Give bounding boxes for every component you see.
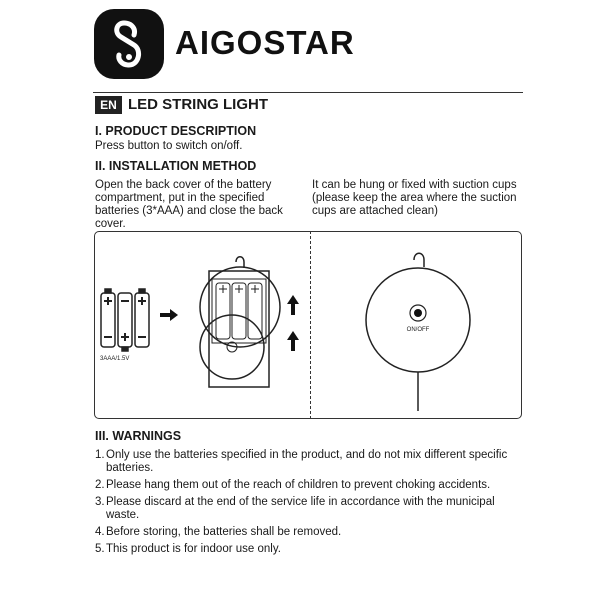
brand-name: AIGOSTAR [175,24,355,61]
section-heading-installation: II. INSTALLATION METHOD [95,159,257,173]
arrow-up-icon [287,331,299,351]
switch-label: ON/OFF [406,327,430,333]
section-heading-product-description: I. PRODUCT DESCRIPTION [95,124,257,138]
installation-left-line: compartment, put in the specified [95,192,265,204]
warning-item [95,543,535,556]
installation-right-line: (please keep the area where the suction [312,192,517,204]
warning-line: This product is for indoor use only. [106,543,281,555]
warning-number: 1. [95,449,105,461]
installation-right-line: cups are attached clean) [312,205,438,217]
battery-install-illustration [94,231,310,419]
warning-number: 5. [95,543,105,555]
warning-item [95,479,535,492]
warning-number: 2. [95,479,105,491]
warning-item [95,449,535,475]
document-title: LED STRING LIGHT [128,96,268,113]
section-heading-warnings: III. WARNINGS [95,429,182,443]
installation-left-line: batteries (3*AAA) and close the back cover. [95,205,283,230]
warning-line: Only use the batteries specified in the product, and do not mix different specific [106,449,508,461]
hook-s-logo-icon [94,9,164,79]
warning-line: Please hang them out of the reach of children to prevent choking accidents. [106,479,491,491]
warning-line: Before storing, the batteries shall be removed. [106,526,342,538]
arrow-up-icon [287,295,299,315]
language-badge: EN [95,96,122,114]
logo-badge [94,9,164,79]
warning-item [95,496,535,522]
installation-right-text [312,179,527,218]
installation-right-line: It can be hung or fixed with suction cups [312,179,517,191]
warning-line: waste. [106,509,140,521]
hook-icon [414,253,424,267]
product-description-text: Press button to switch on/off. [95,140,243,152]
installation-left-text [95,179,310,231]
arrow-right-icon [160,309,178,321]
header-rule [93,92,523,93]
warning-number: 4. [95,526,105,538]
warning-line: Please discard at the end of the service life in accordance with the municipal [106,496,495,508]
battery-spec-label: 3AAA/1.5V [100,356,130,362]
installation-left-line: Open the back cover of the battery [95,179,272,191]
hanging-light-illustration [312,231,522,419]
warnings-list [95,449,535,560]
warning-number: 3. [95,496,105,508]
warning-item [95,526,535,539]
diagram-divider [310,231,311,419]
warning-line: batteries. [106,462,154,474]
